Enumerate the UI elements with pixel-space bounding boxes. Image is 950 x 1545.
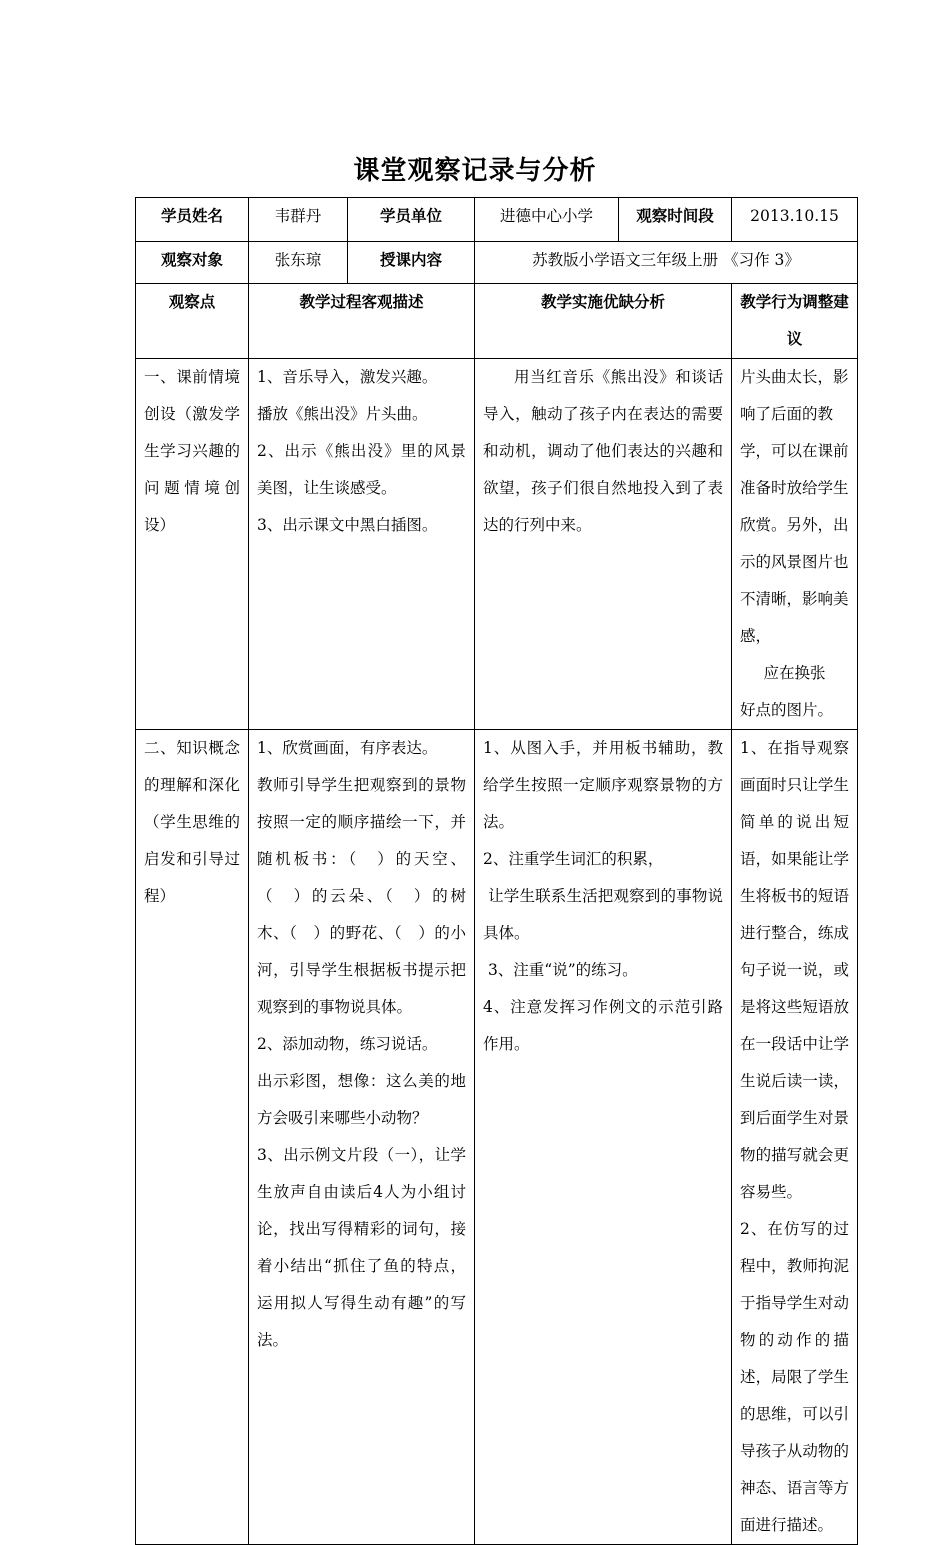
student-name-value: 韦群丹 <box>249 198 348 242</box>
content-value: 苏教版小学语文三年级上册 《习作 3》 <box>475 242 858 284</box>
target-label: 观察对象 <box>136 242 249 284</box>
suggestion-tail: 好点的图片。 <box>740 701 834 719</box>
unit-label: 学员单位 <box>348 198 475 242</box>
col-header-analysis: 教学实施优缺分析 <box>475 284 732 359</box>
observation-point: 二、知识概念的理解和深化（学生思维的启发和引导过程） <box>136 730 249 1545</box>
process-description: 1、音乐导入，激发兴趣。 播放《熊出没》片头曲。 2、出示《熊出没》里的风景美图，让生谈感受。 3、出示课文中黑白插图。 <box>249 359 475 730</box>
suggestion-main: 片头曲太长，影响了后面的教学，可以在课前准备时放给学生欣赏。另外，出示的风景图片也不清晰，影响美感， <box>740 368 849 645</box>
period-value: 2013.10.15 <box>732 198 858 242</box>
info-row-2 <box>136 242 858 284</box>
page-title: 课堂观察记录与分析 <box>353 156 597 186</box>
column-header-row <box>136 284 858 359</box>
table-row <box>136 730 858 1545</box>
adjustment-suggestion <box>732 359 858 730</box>
unit-value: 进德中心小学 <box>475 198 619 242</box>
col-header-suggestion: 教学行为调整建议 <box>732 284 858 359</box>
col-header-point: 观察点 <box>136 284 249 359</box>
target-value: 张东琼 <box>249 242 348 284</box>
table-row <box>136 359 858 730</box>
col-header-description: 教学过程客观描述 <box>249 284 475 359</box>
content-label: 授课内容 <box>348 242 475 284</box>
observation-table <box>135 197 858 1545</box>
process-description: 1、欣赏画面，有序表达。 教师引导学生把观察到的景物按照一定的顺序描绘一下，并随机板书：（ ）的天空、（ ）的云朵、（ ）的树木、（ ）的野花、（ ）的小河，引导学生根据板书提示把观察到的事物说具体。 2、添加动物，练习说话。 出示彩图，想像：这么美的地方会吸引来哪些小动物？ 3、出示例文片段（一），让学生放声自由读后4人为小组讨论，找出写得精彩的词句，接着小结出“抓住了鱼的特点，运用拟人写得生动有趣”的写法。 <box>249 730 475 1545</box>
adjustment-suggestion: 1、在指导观察画面时只让学生简单的说出短语，如果能让学生将板书的短语进行整合，练成句子说一说，或是将这些短语放在一段话中让学生说后读一读，到后面学生对景物的描写就会更容易些。 2、在仿写的过程中，教师拘泥于指导学生对动物的动作的描述，局限了学生的思维，可以引导孩子从动物的神态、语言等方面进行描述。 <box>732 730 858 1545</box>
implementation-analysis: 用当红音乐《熊出没》和谈话导入，触动了孩子内在表达的需要和动机，调动了他们表达的兴趣和欲望，孩子们很自然地投入到了表达的行列中来。 <box>475 359 732 730</box>
period-label: 观察时间段 <box>619 198 732 242</box>
observation-point: 一、课前情境创设（激发学生学习兴趣的问题情境创设） <box>136 359 249 730</box>
implementation-analysis: 1、从图入手，并用板书辅助，教给学生按照一定顺序观察景物的方法。 2、注重学生词汇的积累， 让学生联系生活把观察到的事物说具体。 3、注重“说”的练习。 4、注意发挥习作例文的示范引路作用。 <box>475 730 732 1545</box>
suggestion-center: 应在换张 <box>763 664 826 682</box>
student-name-label: 学员姓名 <box>136 198 249 242</box>
info-row-1 <box>136 198 858 242</box>
